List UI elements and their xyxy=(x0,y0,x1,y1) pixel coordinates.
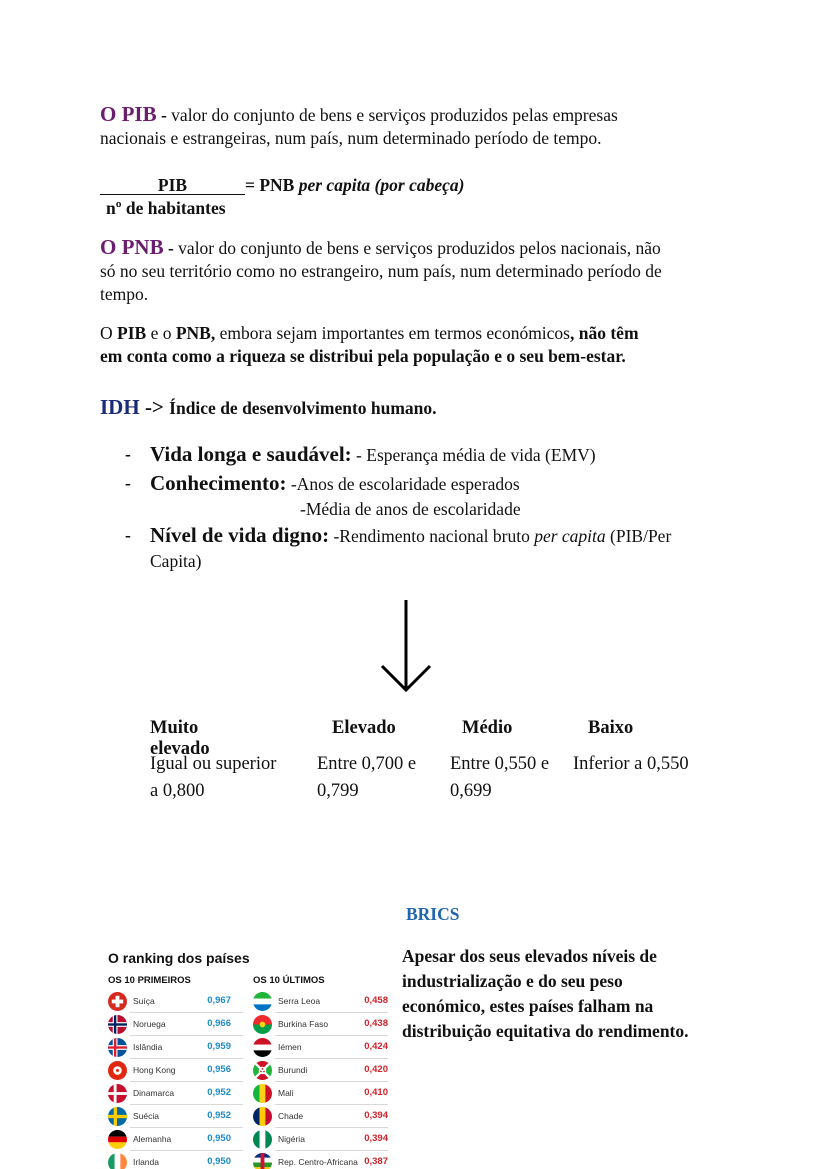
sierra-leone-flag-icon xyxy=(253,992,272,1011)
level-range xyxy=(573,751,723,778)
idh-value: 0,424 xyxy=(364,1041,388,1052)
component-lead: Conhecimento: xyxy=(150,471,287,495)
pnb-formula xyxy=(100,174,464,220)
brics-line: industrialização e do seu peso xyxy=(402,971,623,991)
bottom-header: OS 10 ÚLTIMOS xyxy=(253,975,325,986)
level-name: Baixo xyxy=(588,718,634,738)
note-c: e o xyxy=(146,323,176,343)
component-text: -Anos de escolaridade esperados xyxy=(286,474,520,494)
ranking-row xyxy=(108,1107,243,1128)
idh-value: 0,959 xyxy=(207,1041,231,1052)
pib-term: O PIB xyxy=(100,102,157,126)
list-item xyxy=(125,523,750,574)
bullet-dash: - xyxy=(125,444,131,464)
country-name: Noruega xyxy=(133,1019,166,1029)
country-name: Suíça xyxy=(133,996,155,1006)
ranking-row xyxy=(108,1153,243,1169)
bullet-dash: - xyxy=(125,473,131,493)
idh-value: 0,458 xyxy=(364,995,388,1006)
brics-line: distribuição equitativa do rendimento. xyxy=(402,1021,689,1041)
level-range-1: Entre 0,700 e xyxy=(317,754,417,774)
country-name: Rep. Centro-Africana xyxy=(278,1157,358,1167)
pib-text-1: valor do conjunto de bens e serviços produzidos pelas empresas xyxy=(171,105,618,125)
component-text-2: Capita) xyxy=(150,551,202,571)
level-range-1: Inferior a 0,550 xyxy=(573,754,689,774)
idh-value: 0,394 xyxy=(364,1110,388,1121)
note-g: em conta como a riqueza se distribui pela população e o seu bem-estar. xyxy=(100,346,626,366)
idh-value: 0,966 xyxy=(207,1018,231,1029)
formula-italic: per capita (por cabeça) xyxy=(298,175,465,195)
level-range-1: Entre 0,550 e xyxy=(450,754,550,774)
country-name: Alemanha xyxy=(133,1134,172,1144)
country-name: Suécia xyxy=(133,1111,159,1121)
brics-line: económico, estes países falham na xyxy=(402,996,654,1016)
nigeria-flag-icon xyxy=(253,1130,272,1149)
note-e: embora sejam importantes em termos económicos xyxy=(215,323,570,343)
pib-text-2: nacionais e estrangeiras, num país, num determinado período de tempo. xyxy=(100,128,602,148)
country-name: Islândia xyxy=(133,1042,163,1052)
pnb-text-3: tempo. xyxy=(100,284,149,304)
idh-value: 0,952 xyxy=(207,1110,231,1121)
idh-value: 0,394 xyxy=(364,1133,388,1144)
pib-definition xyxy=(100,103,750,150)
component-lead: Nível de vida digno: xyxy=(150,523,330,547)
row-divider xyxy=(275,1127,388,1128)
idh-value: 0,410 xyxy=(364,1087,388,1098)
yemen-flag-icon xyxy=(253,1038,272,1057)
pnb-text-1: valor do conjunto de bens e serviços produzidos pelos nacionais, não xyxy=(178,238,661,258)
burundi-flag-icon xyxy=(253,1061,272,1080)
pib-sep: - xyxy=(156,105,172,125)
hong-kong-flag-icon xyxy=(108,1061,127,1080)
level-name: Elevado xyxy=(332,718,396,738)
brics-line: Apesar dos seus elevados níveis de xyxy=(402,946,657,966)
country-name: Nigéria xyxy=(278,1134,305,1144)
ranking-infographic xyxy=(108,950,393,1169)
level-range-2: a 0,800 xyxy=(150,781,205,801)
level-name: Muito elevado xyxy=(150,718,210,759)
ranking-row xyxy=(108,1015,243,1036)
row-divider xyxy=(130,1058,243,1059)
level-range-2: 0,799 xyxy=(317,781,359,801)
ranking-row xyxy=(253,1061,388,1082)
row-divider xyxy=(275,1104,388,1105)
germany-flag-icon xyxy=(108,1130,127,1149)
formula-numerator: PIB xyxy=(100,176,245,195)
row-divider xyxy=(275,1058,388,1059)
top-header: OS 10 PRIMEIROS xyxy=(108,975,191,986)
note-a: O xyxy=(100,323,118,343)
ranking-row xyxy=(108,1038,243,1059)
mali-flag-icon xyxy=(253,1084,272,1103)
country-name: Mali xyxy=(278,1088,294,1098)
level-range xyxy=(450,751,575,805)
idh-value: 0,967 xyxy=(207,995,231,1006)
note-pib: PIB xyxy=(117,323,147,343)
ranking-row xyxy=(253,992,388,1013)
component-lead: Vida longa e saudável: xyxy=(150,442,352,466)
ranking-row xyxy=(253,1107,388,1128)
norway-flag-icon xyxy=(108,1015,127,1034)
pnb-definition xyxy=(100,236,750,306)
component-text-2: -Média de anos de escolaridade xyxy=(300,499,521,519)
ranking-row xyxy=(108,1061,243,1082)
row-divider xyxy=(130,1081,243,1082)
ranking-row xyxy=(108,1130,243,1151)
ranking-row xyxy=(253,1084,388,1105)
down-arrow-icon xyxy=(376,598,436,696)
burkina-faso-flag-icon xyxy=(253,1015,272,1034)
ranking-row xyxy=(253,1153,388,1169)
ranking-row xyxy=(253,1130,388,1151)
note-pnb: PNB, xyxy=(175,323,216,343)
country-name: Chade xyxy=(278,1111,304,1121)
chad-flag-icon xyxy=(253,1107,272,1126)
note-f: , não têm xyxy=(570,323,639,343)
row-divider xyxy=(275,1150,388,1151)
pnb-term: O PNB xyxy=(100,235,164,259)
idh-value: 0,950 xyxy=(207,1133,231,1144)
country-name: Serra Leoa xyxy=(278,996,321,1006)
country-name: Dinamarca xyxy=(133,1088,175,1098)
component-list xyxy=(125,442,750,574)
ranking-row xyxy=(108,992,243,1013)
list-item xyxy=(125,471,750,523)
idh-value: 0,387 xyxy=(364,1156,388,1167)
idh-text: Índice de desenvolvimento humano. xyxy=(169,398,437,418)
brics-text xyxy=(402,944,732,1044)
central-african-republic-flag-icon xyxy=(253,1153,272,1169)
list-item xyxy=(125,442,750,471)
idh-arrow: -> xyxy=(139,395,170,419)
component-text-after: (PIB/Per xyxy=(605,526,672,546)
level-range-2: 0,699 xyxy=(450,781,492,801)
component-text: -Rendimento nacional bruto xyxy=(329,526,535,546)
switzerland-flag-icon xyxy=(108,992,127,1011)
country-name: Burkina Faso xyxy=(278,1019,329,1029)
formula-equals: = PNB xyxy=(245,175,295,195)
row-divider xyxy=(130,1012,243,1013)
country-name: Iémen xyxy=(278,1042,302,1052)
row-divider xyxy=(275,1012,388,1013)
ranking-row xyxy=(253,1038,388,1059)
country-name: Burundi xyxy=(278,1065,308,1075)
row-divider xyxy=(130,1150,243,1151)
formula-denominator: nº de habitantes xyxy=(106,198,226,218)
sweden-flag-icon xyxy=(108,1107,127,1126)
row-divider xyxy=(130,1127,243,1128)
bullet-dash: - xyxy=(125,525,131,545)
ranking-row xyxy=(108,1084,243,1105)
country-name: Irlanda xyxy=(133,1157,159,1167)
row-divider xyxy=(275,1035,388,1036)
row-divider xyxy=(130,1035,243,1036)
ranking-row xyxy=(253,1015,388,1036)
pnb-sep: - xyxy=(163,238,179,258)
pnb-text-2: só no seu território como no estrangeiro, num país, num determinado período de xyxy=(100,261,662,281)
idh-value: 0,438 xyxy=(364,1018,388,1029)
idh-value: 0,420 xyxy=(364,1064,388,1075)
idh-term: IDH xyxy=(100,395,140,419)
idh-value: 0,952 xyxy=(207,1087,231,1098)
ireland-flag-icon xyxy=(108,1153,127,1169)
row-divider xyxy=(275,1081,388,1082)
ranking-title: O ranking dos países xyxy=(108,950,250,966)
denmark-flag-icon xyxy=(108,1084,127,1103)
level-range xyxy=(150,751,320,805)
idh-heading xyxy=(100,395,437,420)
level-range-1: Igual ou superior xyxy=(150,754,277,774)
gdp-note xyxy=(100,322,750,368)
row-divider xyxy=(130,1104,243,1105)
component-italic: per capita xyxy=(534,526,606,546)
brics-title: BRICS xyxy=(406,904,460,924)
idh-value: 0,956 xyxy=(207,1064,231,1075)
component-text: - Esperança média de vida (EMV) xyxy=(351,445,596,465)
iceland-flag-icon xyxy=(108,1038,127,1057)
idh-value: 0,950 xyxy=(207,1156,231,1167)
country-name: Hong Kong xyxy=(133,1065,176,1075)
level-range xyxy=(317,751,447,805)
level-name: Médio xyxy=(462,718,513,738)
